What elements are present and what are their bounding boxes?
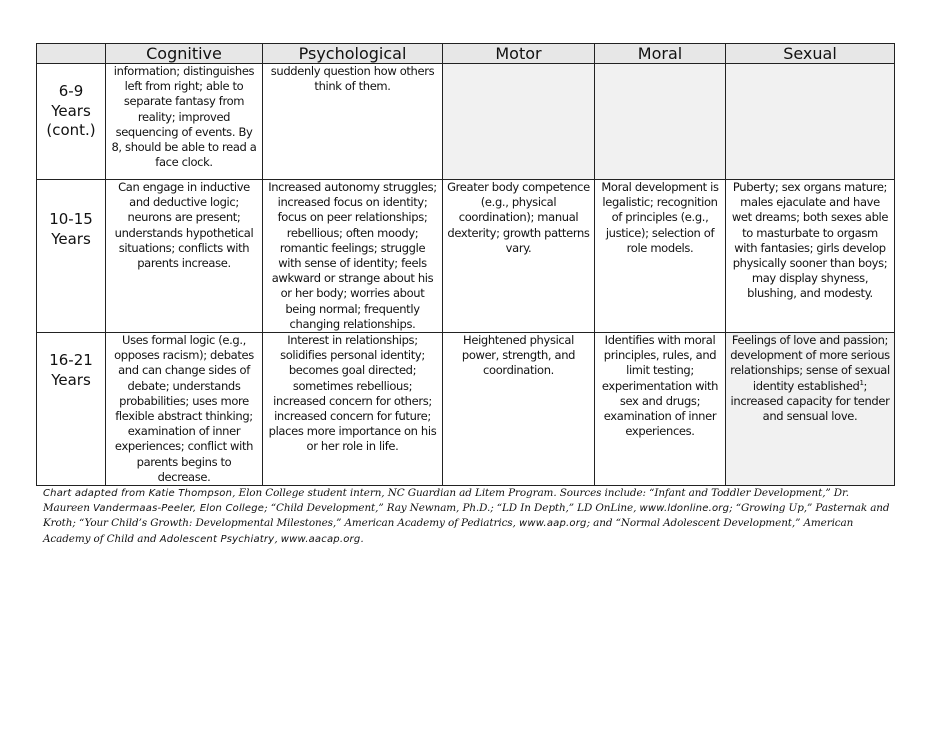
footnote-marker: 1 xyxy=(859,378,864,387)
footnote-org: Adolescent Psychiatry xyxy=(159,533,275,545)
age-label-line: Years xyxy=(51,229,91,248)
footnote-text: , Elon College student intern, NC Guardian ad Litem Program. Sources include: “Infant and Toddler Development,” Dr. Maureen xyxy=(43,487,849,515)
footnote-link[interactable]: www.ldonline.org xyxy=(639,503,730,515)
footnote-text: ; and “Normal Adolescent Development,” American Academy of Child and xyxy=(43,517,854,545)
table-row xyxy=(37,333,895,486)
footnote-credit: Chart adapted from Katie Thompson xyxy=(43,488,233,499)
age-label-line: 10-15 xyxy=(49,210,93,228)
age-cell xyxy=(37,64,106,180)
header-chart xyxy=(37,44,106,64)
sexual-text: Feelings of love and passion; development of more serious relationships; sense of sexual identity established xyxy=(730,333,890,393)
moral-cell: Identifies with moral principles, rules, and limit testing; experimentation with sex and drugs; examination of inner experiences. xyxy=(595,333,726,486)
age-label-line: 16-21 xyxy=(49,351,93,370)
motor-cell: Greater body competence (e.g., physical coordination); manual dexterity; growth patterns vary. xyxy=(443,180,595,333)
header-row xyxy=(37,44,895,64)
development-chart-table xyxy=(36,43,895,486)
sexual-cell xyxy=(726,333,895,486)
footnote-text: ; “Growing Up,” Pasternak and Kroth; “Your Child’s Growth: Developmental Milestones,” American Academy of Pediatrics, xyxy=(43,502,890,530)
motor-cell: Heightened physical power, strength, and coordination. xyxy=(443,333,595,486)
footnote-link[interactable]: www.aacap.org xyxy=(280,533,361,545)
table-row xyxy=(37,64,895,180)
age-label-line: Years xyxy=(51,370,91,389)
table-row xyxy=(37,180,895,333)
source-footnote xyxy=(43,486,893,547)
footnote-text: . xyxy=(360,532,364,545)
footnote-author: Vandermaas-Peeler, Elon College xyxy=(93,503,265,515)
header-sexual: Sexual xyxy=(726,44,895,64)
age-cell xyxy=(37,333,106,486)
cognitive-cell: Can engage in inductive and deductive logic; neurons are present; understands hypothetical situations; conflicts with parents increase. xyxy=(106,180,263,333)
psychological-cell: Increased autonomy struggles; increased focus on identity; focus on peer relationships; rebellious; often moody; romantic feelings; struggle with sense of identity; feels awkward or strange about his or her body; worries about being normal; frequently changing relationships. xyxy=(263,180,443,333)
age-label-line: (cont.) xyxy=(46,121,96,139)
sexual-cell xyxy=(726,64,895,180)
motor-cell xyxy=(443,64,595,180)
moral-cell xyxy=(595,64,726,180)
header-cognitive: Cognitive xyxy=(106,44,263,64)
header-motor: Motor xyxy=(443,44,595,64)
age-cell xyxy=(37,180,106,333)
cognitive-cell: information; distinguishes left from right; able to separate fantasy from reality; improved sequencing of events. By 8, should be able to read a face clock. xyxy=(106,64,263,180)
footnote-link[interactable]: www.aap.org xyxy=(518,518,587,530)
age-label-line: Years xyxy=(51,101,91,120)
sexual-cell: Puberty; sex organs mature; males ejaculate and have wet dreams; both sexes able to masturbate to orgasm with fantasies; girls develop physically sooner than boys; may display shyness, blushing, and modesty. xyxy=(726,180,895,333)
cognitive-cell: Uses formal logic (e.g., opposes racism); debates and can change sides of debate; understands probabilities; uses more flexible abstract thinking; examination of inner experiences; conflict with parents begins to decrease. xyxy=(106,333,263,486)
footnote-text: ; “Child Development,” Ray Newnam, Ph.D.; “LD In Depth,” LD OnLine, xyxy=(264,502,640,515)
age-label-line: 6-9 xyxy=(58,82,84,100)
sexual-text: ; increased capacity for tender and sensual love. xyxy=(730,378,890,424)
psychological-cell: suddenly question how others think of them. xyxy=(263,64,443,180)
header-moral: Moral xyxy=(595,44,726,64)
moral-cell: Moral development is legalistic; recognition of principles (e.g., justice); selection of role models. xyxy=(595,180,726,333)
psychological-cell: Interest in relationships; solidifies personal identity; becomes goal directed; sometimes rebellious; increased concern for others; increased concern for future; places more importance on his or her role in life. xyxy=(263,333,443,486)
header-psychological: Psychological xyxy=(263,44,443,64)
footnote-text: , xyxy=(274,532,281,545)
